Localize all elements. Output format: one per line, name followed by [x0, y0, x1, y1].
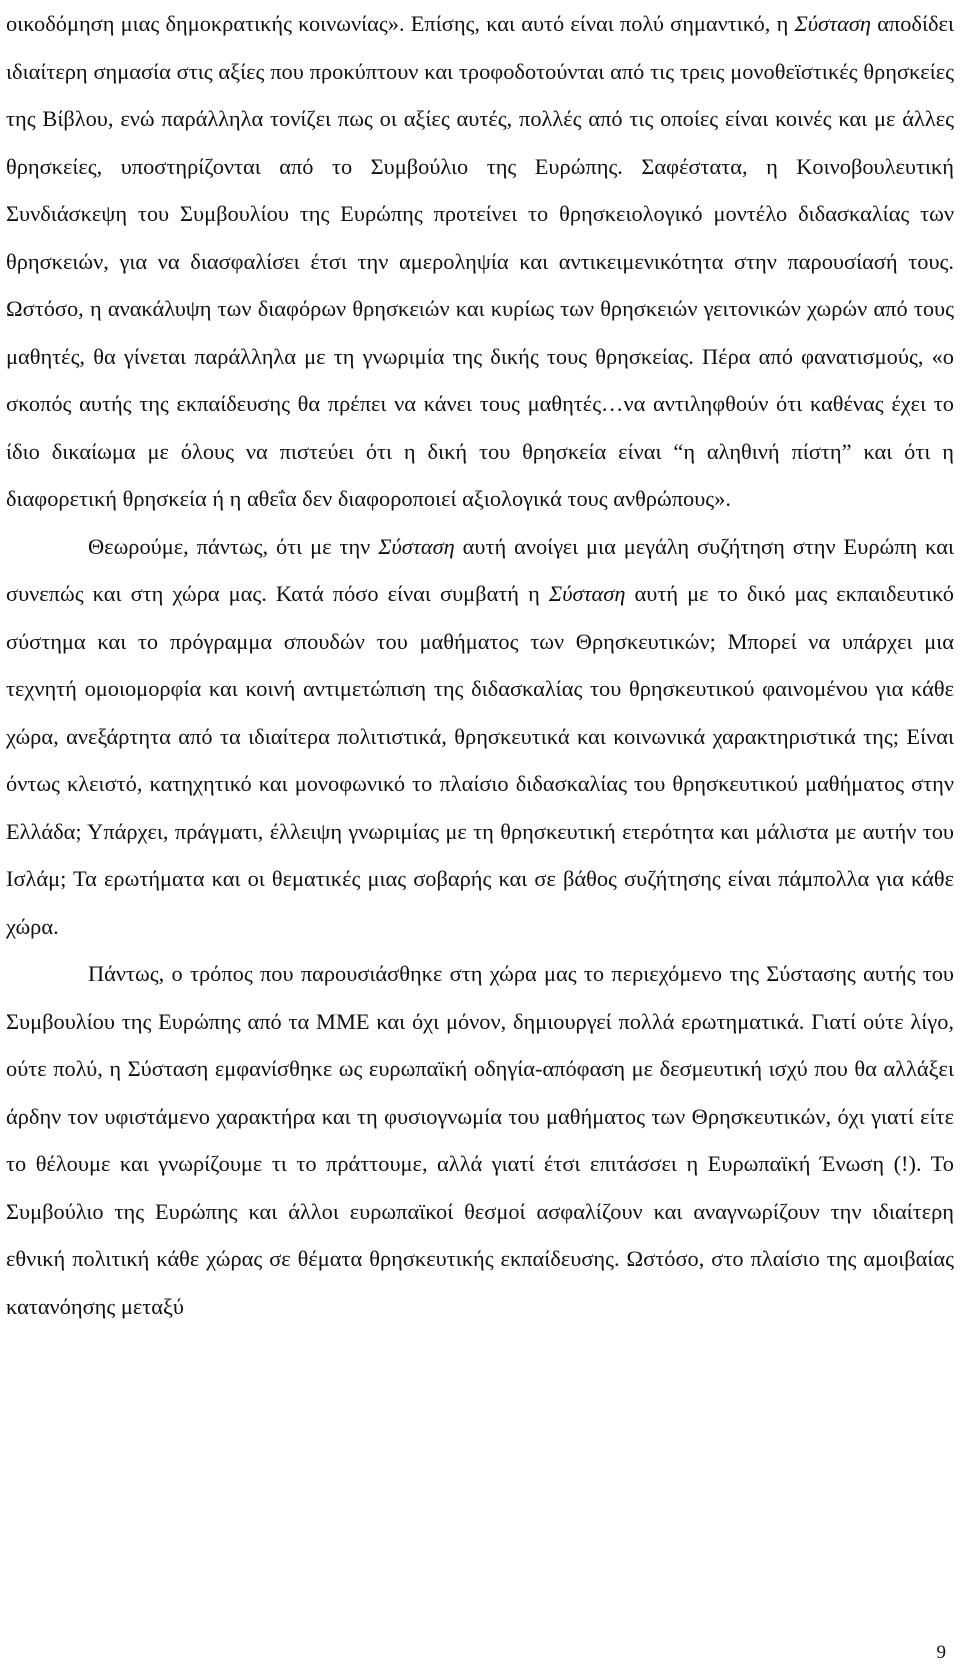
paragraph-2 [6, 523, 954, 951]
paragraph-3 [6, 950, 954, 1330]
paragraph-1-text: οικοδόμηση μιας δημοκρατικής κοινωνίας». Επίσης, και αυτό είναι πολύ σημαντικό, η [6, 11, 795, 36]
document-page [6, 0, 954, 1330]
recommendation-term: Σύσταση [794, 11, 872, 36]
page-number: 9 [936, 1642, 946, 1663]
paragraph-2-text: αυτή ανοίγει μια μεγάλη συζήτηση στην Ευρώπη και συνεπώς και στη χώρα μας. Κατά πόσο είναι συμβατή η [6, 533, 955, 606]
paragraph-2-text: αυτή με το δικό μας εκπαιδευτικό σύστημα και το πρόγραμμα σπουδών του μαθήματος των Θρησκευτικών; Μπορεί να υπάρχει μια τεχνητή ομοιομορφία και κοινή αντιμετώπιση της διδασκαλίας του θρησκευτικού φαινομένου για κάθε χώρα, ανεξάρτητα από τα ιδιαίτερα πολιτιστικά, θρησκευτικά και κοινωνικά χαρακτηριστικά της; Είναι όντως κλειστό, κατηχητικό και μονοφωνικό το πλαίσιο διδασκαλίας του θρησκευτικού μαθήματος στην Ελλάδα; Υπάρχει, πράγματι, έλλειψη γνωριμίας με τη θρησκευτική ετερότητα και μάλιστα με αυτήν του Ισλάμ; Τα ερωτήματα και οι θεματικές μιας σοβαρής και σε βάθος συζήτησης είναι πάμπολλα για κάθε χώρα. [6, 581, 955, 939]
paragraph-3-text: Πάντως, ο τρόπος που παρουσιάσθηκε στη χώρα μας το περιεχόμενο της Σύστασης αυτής του Συμβουλίου της Ευρώπης από τα ΜΜΕ και όχι μόνον, δημιουργεί πολλά ερωτηματικά. Γιατί ούτε λίγο, ούτε πολύ, η Σύσταση εμφανίσθηκε ως ευρωπαϊκή οδηγία-απόφαση με δεσμευτική ισχύ που θα αλλάξει άρδην τον υφιστάμενο χαρακτήρα και τη φυσιογνωμία του μαθήματος των Θρησκευτικών, όχι γιατί είτε το θέλουμε και γνωρίζουμε τι το πράττουμε, αλλά γιατί έτσι επιτάσσει η Ευρωπαϊκή Ένωση (!). Το Συμβούλιο της Ευρώπης και άλλοι ευρωπαϊκοί θεσμοί ασφαλίζουν και αναγνωρίζουν την ιδιαίτερη εθνική πολιτική κάθε χώρας σε θέματα θρησκευτικής εκπαίδευσης. Ωστόσο, στο πλαίσιο της αμοιβαίας κατανόησης μεταξύ [6, 961, 954, 1319]
recommendation-term: Σύσταση [548, 581, 626, 606]
paragraph-1-text: αποδίδει ιδιαίτερη σημασία στις αξίες που προκύπτουν και τροφοδοτούνται από τις τρεις μονοθεϊστικές θρησκείες της Βίβλου, ενώ παράλληλα τονίζει πως οι αξίες αυτές, πολλές από τις οποίες είναι κοινές και με άλλες θρησκείες, υποστηρίζονται από το Συμβούλιο της Ευρώπης. Σαφέστατα, η Κοινοβουλευτική Συνδιάσκεψη του Συμβουλίου της Ευρώπης προτείνει το θρησκειολογικό μοντέλο διδασκαλίας των θρησκειών, για να διασφαλίσει έτσι την αμεροληψία και αντικειμενικότητα στην παρουσίασή τους. Ωστόσο, η ανακάλυψη των διαφόρων θρησκειών και κυρίως των θρησκειών γειτονικών χωρών από τους μαθητές, θα γίνεται παράλληλα με τη γνωριμία της δικής τους θρησκείας. Πέρα από φανατισμούς, «ο σκοπός αυτής της εκπαίδευσης θα πρέπει να κάνει τους μαθητές…να αντιληφθούν ότι καθένας έχει το ίδιο δικαίωμα με όλους να πιστεύει ότι η δική του θρησκεία είναι “η αληθινή πίστη” και ότι η διαφορετική θρησκεία ή η αθεΐα δεν διαφοροποιεί αξιολογικά τους ανθρώπους». [6, 11, 954, 511]
paragraph-2-text: Θεωρούμε, πάντως, ότι με την [88, 533, 379, 559]
recommendation-term: Σύσταση [378, 533, 455, 559]
paragraph-1 [6, 0, 954, 523]
